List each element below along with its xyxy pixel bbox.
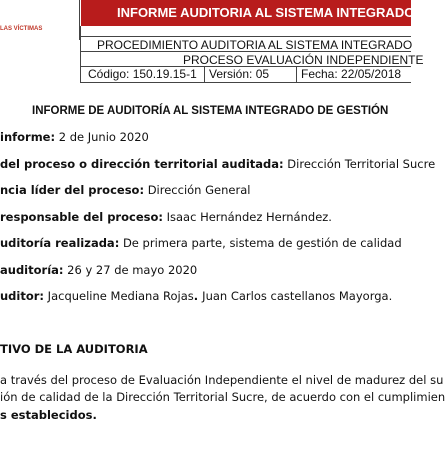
field-value: De primera parte, sistema de gestión de calidad: [119, 236, 402, 250]
objective-paragraph-line: s establecidos.: [0, 408, 97, 422]
document-version: Versión: 05: [204, 67, 269, 82]
procedure-line-1: PROCEDIMIENTO AUDITORIA AL SISTEMA INTEGRADO: [81, 36, 411, 52]
field-value: Dirección Territorial Sucre: [283, 157, 436, 171]
field-value-2: Juan Carlos castellanos Mayorga.: [202, 289, 393, 303]
field-label: uditoría realizada:: [0, 236, 120, 250]
section-title-objective: TIVO DE LA AUDITORIA: [0, 342, 148, 356]
document-title: INFORME DE AUDITORÍA AL SISTEMA INTEGRADO DE GESTIÓN: [32, 105, 389, 117]
objective-paragraph-line: ión de calidad de la Dirección Territorial Sucre, de acuerdo con el cumplimien: [0, 390, 445, 404]
field-label: informe:: [0, 130, 56, 144]
field-leading-management: [0, 183, 400, 197]
field-separator: .: [193, 289, 203, 303]
field-value: Dirección General: [144, 183, 251, 197]
field-value: Jacqueline Mediana Rojas: [44, 289, 194, 303]
objective-paragraph-line: a través del proceso de Evaluación Independiente el nivel de madurez del su: [0, 373, 444, 387]
field-value: Isaac Hernández Hernández.: [162, 210, 332, 224]
field-label: auditoría:: [0, 263, 64, 277]
field-auditors: [0, 289, 400, 303]
document-date: Fecha: 22/05/2018: [296, 67, 401, 82]
document-code: Código: 150.19.15-1: [88, 67, 197, 81]
field-audit-type: [0, 236, 400, 250]
field-value: 26 y 27 de mayo 2020: [63, 263, 198, 277]
field-label: uditor:: [0, 289, 45, 303]
field-process-owner: [0, 210, 400, 224]
field-label: responsable del proceso:: [0, 210, 163, 224]
field-label: del proceso o dirección territorial auditada:: [0, 157, 284, 171]
logo-text: LAS VÍCTIMAS: [0, 26, 43, 32]
field-value: 2 de Junio 2020: [55, 130, 149, 144]
logo: [0, 0, 80, 40]
document-meta-row: [81, 66, 411, 83]
field-label: ncia líder del proceso:: [0, 183, 145, 197]
procedure-line-2: PROCESO EVALUACIÓN INDEPENDIENTE: [81, 51, 411, 67]
field-audited-process: [0, 157, 436, 171]
field-audit-dates: [0, 263, 400, 277]
header-title: INFORME AUDITORIA AL SISTEMA INTEGRADO DE: [81, 0, 411, 26]
field-report-date: [0, 130, 400, 144]
